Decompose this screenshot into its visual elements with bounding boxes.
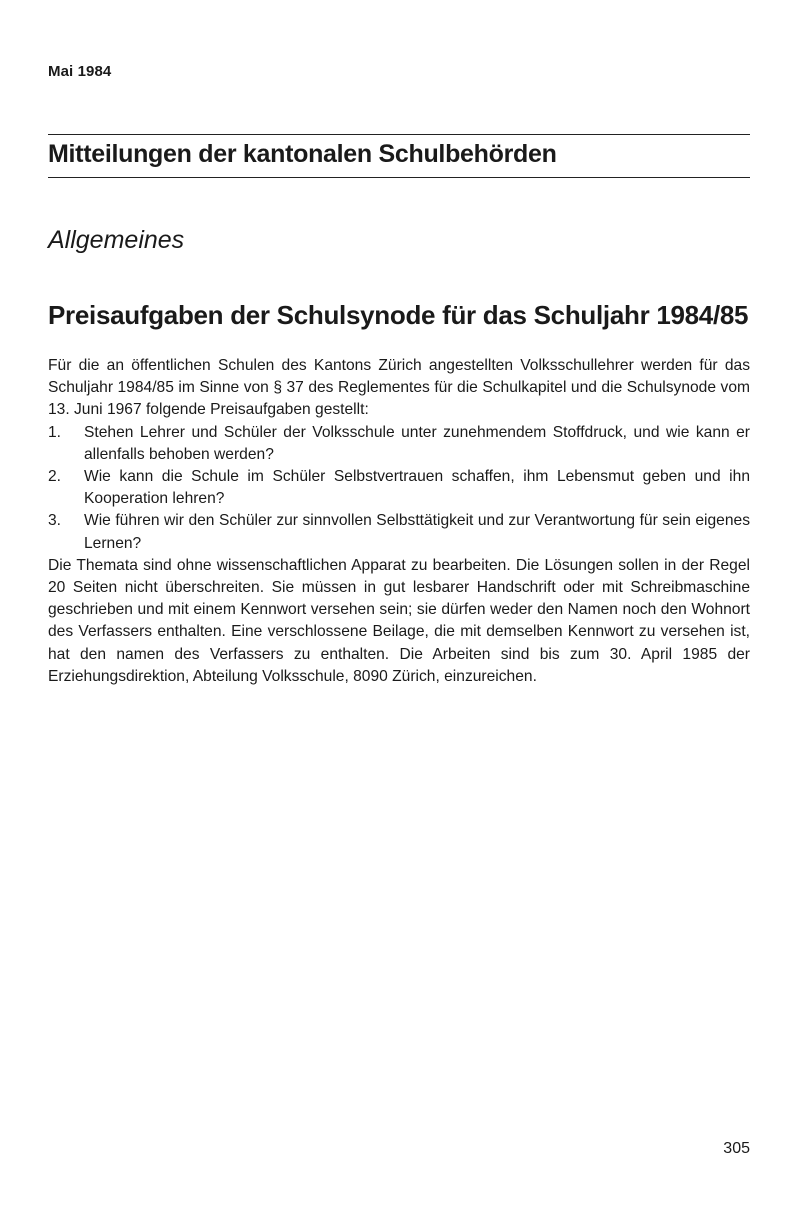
article-body [48,355,750,688]
question-number: 2. [48,468,62,486]
issue-date: Mai 1984 [48,63,112,80]
article-headline: Preisaufgaben der Schulsynode für das Schuljahr 1984/85 [48,300,749,330]
section-rule-top [48,134,750,135]
question-text: Wie kann die Schule im Schüler Selbstvertrauen schaffen, ihm Lebensmut geben und ihn Kooperation lehren? [84,468,750,508]
question-item [48,422,750,466]
question-item [48,466,750,510]
category-heading: Allgemeines [48,226,185,254]
closing-paragraph: Die Themata sind ohne wissenschaftlichen Apparat zu bearbeiten. Die Lösungen sollen in der Regel 20 Seiten nicht überschreiten. Sie müssen in gut lesbarer Handschrift oder mit Schreibmaschine geschrieben und mit einem Kennwort versehen sein; sie dürfen weder den Namen noch den Wohnort des Verfassers enthalten. Eine verschlossene Beilage, die mit demselben Kennwort zu versehen ist, hat den namen des Verfassers zu enthalten. Die Arbeiten sind bis zum 30. April 1985 der Erziehungsdirektion, Abteilung Volksschule, 8090 Zürich, einzureichen. [48,556,750,685]
page-number: 305 [723,1140,750,1157]
document-page [48,0,750,1223]
question-number: 3. [48,512,62,530]
section-title: Mitteilungen der kantonalen Schulbehörden [48,140,557,168]
question-number: 1. [48,423,62,441]
question-list [48,422,750,555]
question-text: Wie führen wir den Schüler zur sinnvollen Selbsttätigkeit und zur Verantwortung für sein eigenes Lernen? [84,512,750,552]
intro-paragraph: Für die an öffentlichen Schulen des Kantons Zürich angestellten Volksschullehrer werden für das Schuljahr 1984/85 im Sinne von § 37 des Reglementes für die Schulkapitel und die Schulsynode vom 13. Juni 1967 folgende Preisaufgaben gestellt: [48,357,750,419]
section-rule-bottom [48,177,750,178]
question-item [48,510,750,554]
question-text: Stehen Lehrer und Schüler der Volksschule unter zunehmendem Stoffdruck, und wie kann er allenfalls behoben werden? [84,423,750,463]
